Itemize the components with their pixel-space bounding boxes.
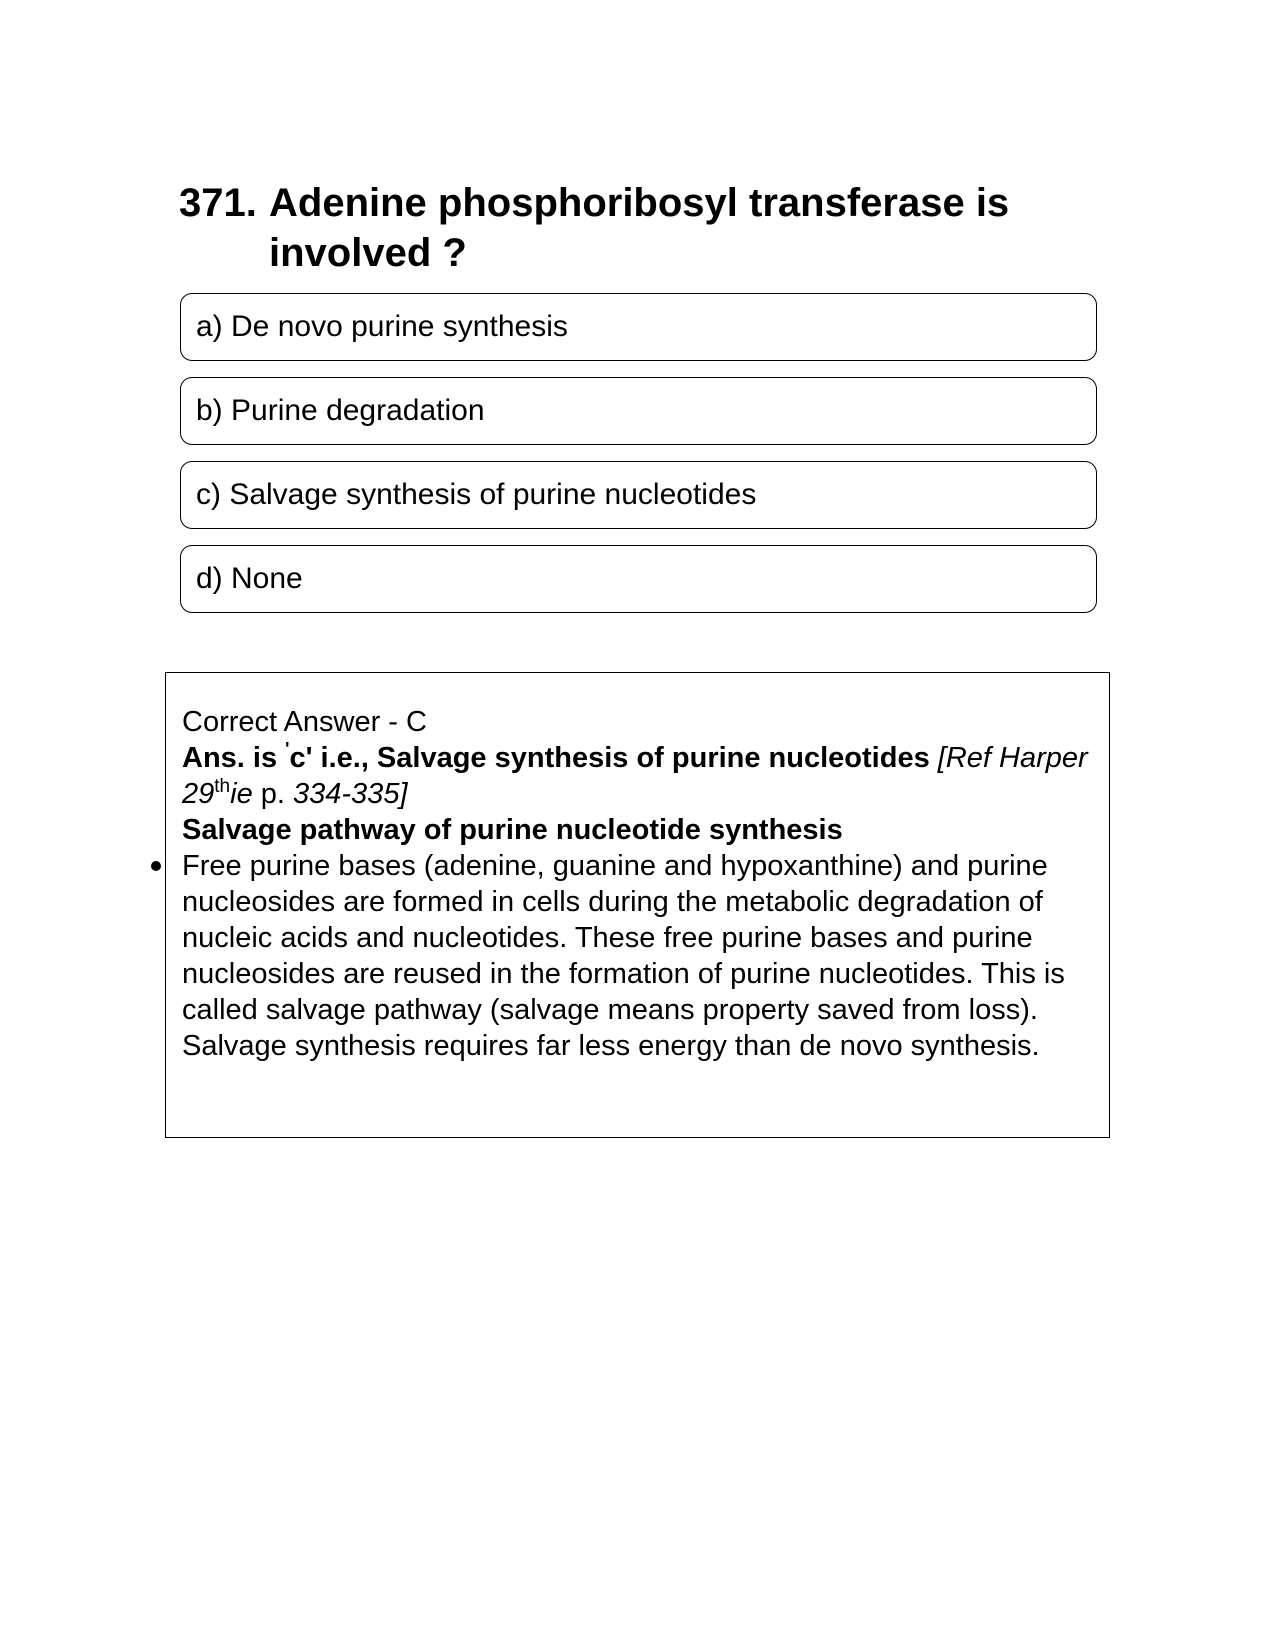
explanation-heading: Salvage pathway of purine nucleotide synthesis: [182, 814, 843, 846]
explanation-bullet-item: [182, 848, 1093, 1064]
reference-superscript: th: [214, 776, 231, 797]
options-list: [180, 293, 1097, 629]
option-b[interactable]: b) Purine degradation: [180, 377, 1097, 445]
explanation-paragraph: Free purine bases (adenine, guanine and hypoxanthine) and purine nucleosides are formed in cells during the metabolic degradation of nucleic acids and nucleotides. These free purine bases and purine nucleosides are reused in the formation of purine nucleotides. This is called salvage pathway (salvage means property saved from loss). Salvage synthesis requires far less energy than de novo synthesis.: [182, 850, 1065, 1062]
option-a[interactable]: a) De novo purine synthesis: [180, 293, 1097, 361]
answer-reference-line: [182, 740, 1093, 812]
reference-pages: 334-335]: [293, 778, 408, 810]
bullet-icon: [151, 861, 161, 871]
option-c[interactable]: c) Salvage synthesis of purine nucleotides: [180, 461, 1097, 529]
reference-text: [Ref Harper 29: [182, 742, 1088, 810]
answer-tick-mark: ': [285, 739, 290, 759]
question-heading: [179, 178, 1099, 278]
answer-bold-text: c' i.e., Salvage synthesis of purine nucleotides: [289, 742, 930, 774]
answer-explanation-box: [165, 672, 1110, 1138]
option-d[interactable]: d) None: [180, 545, 1097, 613]
question-number: 371.: [179, 181, 257, 225]
reference-edition: ie: [230, 778, 253, 810]
correct-answer-line: Correct Answer - C: [182, 706, 427, 738]
reference-page-label: p.: [260, 778, 285, 810]
question-text: Adenine phosphoribosyl transferase is involved ?: [269, 181, 1010, 275]
answer-prefix: Ans. is: [182, 742, 278, 774]
